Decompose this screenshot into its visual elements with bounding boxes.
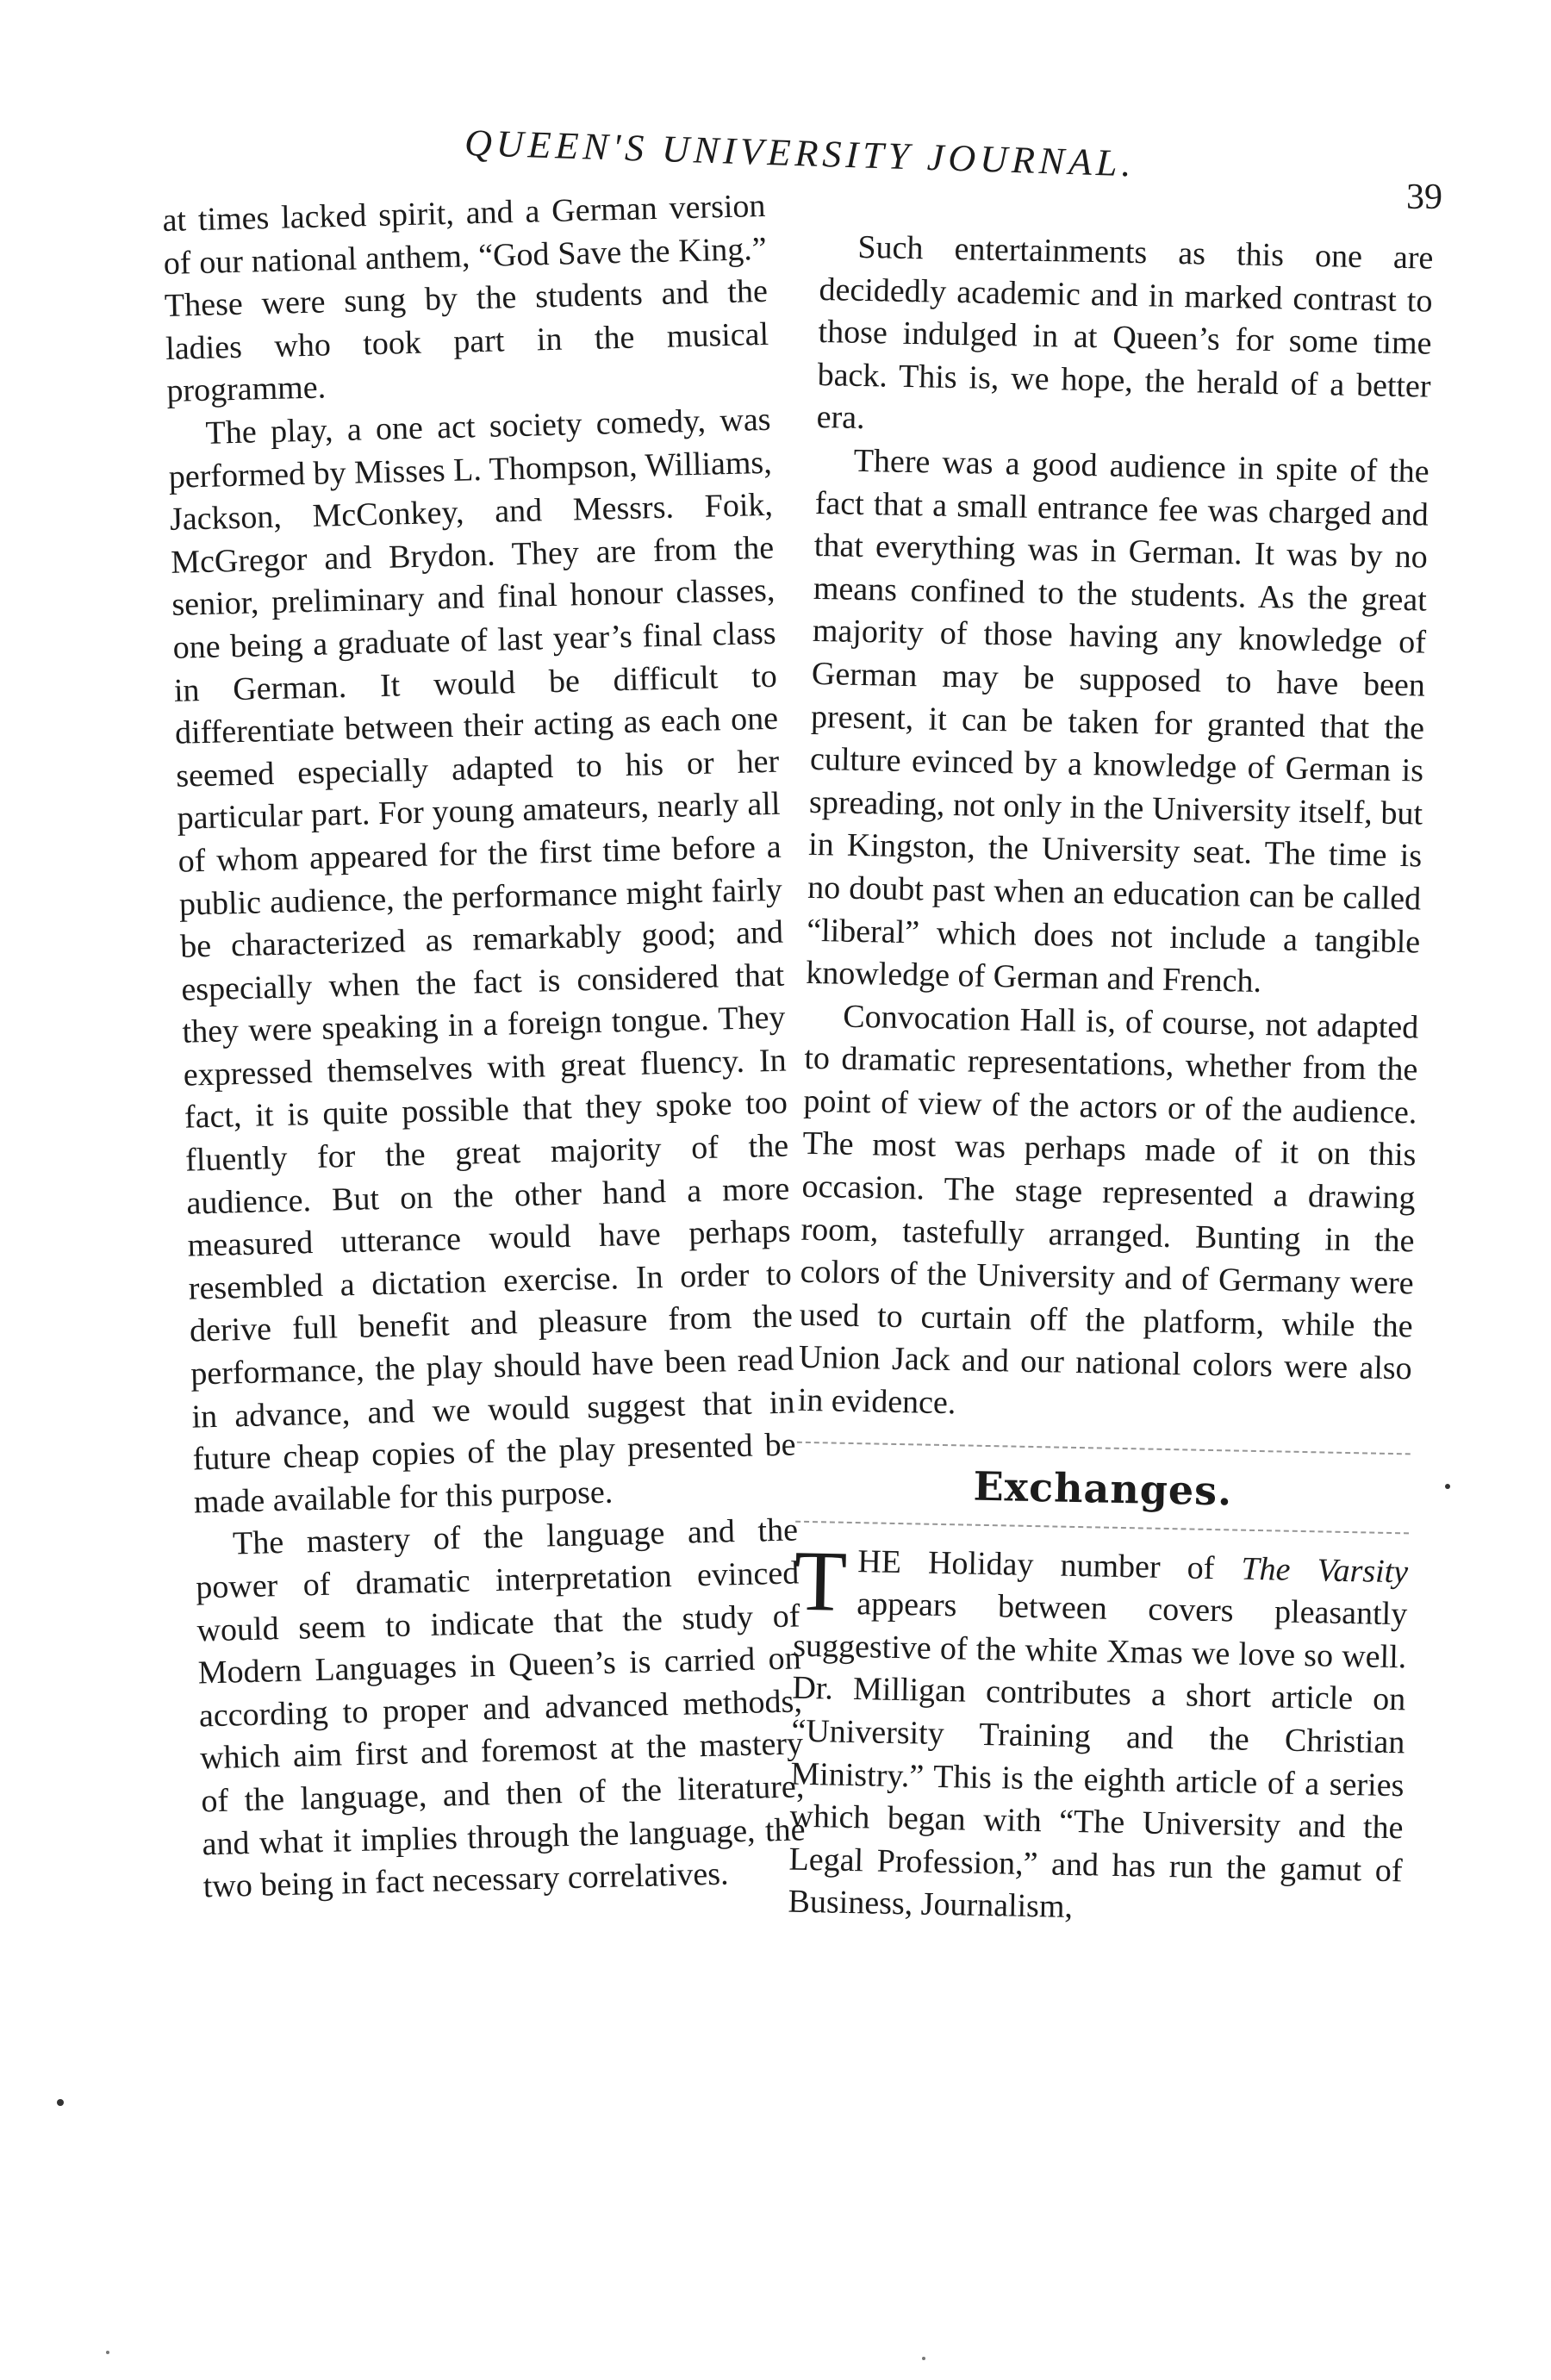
speck-1 (57, 2099, 64, 2106)
exchanges-heading: Exchanges. (973, 1462, 1233, 1515)
speck-3 (106, 2351, 109, 2354)
speck-2 (1445, 1484, 1450, 1489)
paragraph-audience: There was a good audience in spite of the fact that a small entrance fee was charged and that everything was in German. It was by no means confined to the students. As the great majority of those having any knowledge of German may be supposed to have been present, it can be taken for granted that the culture evinced by a knowledge of German is spreading, not only in the University itself, but in Kingston, the University seat. The time is no doubt past when an education can be called “liberal” which does not include a tangible knowledge of German and French. (805, 442, 1430, 1000)
page-number: 39 (1406, 178, 1442, 217)
drop-cap: T (793, 1532, 848, 1629)
paragraph-continued: at times lacked spirit, and a German version of our national anthem, “God Save the King.” These were sung by the students and the ladies who took part in the musical programme. (162, 187, 769, 410)
paragraph-play: The play, a one act society comedy, was performed by Misses L. Thompson, Williams, Jackson, McConkey, and Messrs. Foik, McGregor and Brydon. They are from the senior, preliminary and final honour classes, one being a graduate of last year’s final class in German. It would be difficult to differentiate between their acting as each one seemed especially adapted to his or her particular part. For young amateurs, nearly all of whom appeared for the first time before a public audience, the performance might fairly be characterized as remarkably good; and especially when the fact is considered that they were speaking in a foreign tongue. They expressed themselves with great fluency. In fact, it is quite possible that they spoke too fluently for the great majority of the audience. But on the other hand a more measured utterance would have perhaps resembled a dictation exercise. In order to derive full benefit and pleasure from the performance, the play should have been read in advance, and we would suggest that in future cheap copies of the play presented be made available for this purpose. (168, 401, 797, 1521)
paragraph-convocation-hall: Convocation Hall is, of course, not adapted to dramatic representations, whether from the point of view of the actors or of the audience. The most was perhaps made of it on this occasion. The stage represented a drawing room, tastefully arranged. Bunting in the colors of the University and of Germany were used to curtain off the platform, while the Union Jack and our national colors were also in evidence. (797, 998, 1419, 1422)
paragraph-entertainments: Such entertainments as this one are decidedly academic and in marked contrast to those indulged in at Queen’s for some time back. This is, we hope, the herald of a better era. (816, 228, 1434, 437)
lead-caps: HE (856, 1542, 902, 1580)
exchanges-text-1: Holiday number of (900, 1543, 1242, 1587)
running-head: QUEEN'S UNIVERSITY JOURNAL. (464, 121, 1137, 185)
paragraph-mastery: The mastery of the language and the power of dramatic interpretation evinced would seem to indicate that the study of Modern Languages in Queen’s is carried on according to proper and advanced methods, which aim first and foremost at the mastery of the language, and then of the literature, and what it implies through the language, the two being in fact necessary correlatives. (195, 1511, 806, 1905)
publication-title: The Varsity (1241, 1550, 1409, 1591)
exchanges-text-2: appears between covers pleasantly suggestive of the white Xmas we love so well. Dr. Milligan contributes a short article on “University Training and the Christian Ministry.” This is the eighth article of a series which began with “The University and the Legal Profession,” and has run the gamut of Business, Journalism, (788, 1586, 1408, 1926)
speck-4 (922, 2357, 925, 2360)
